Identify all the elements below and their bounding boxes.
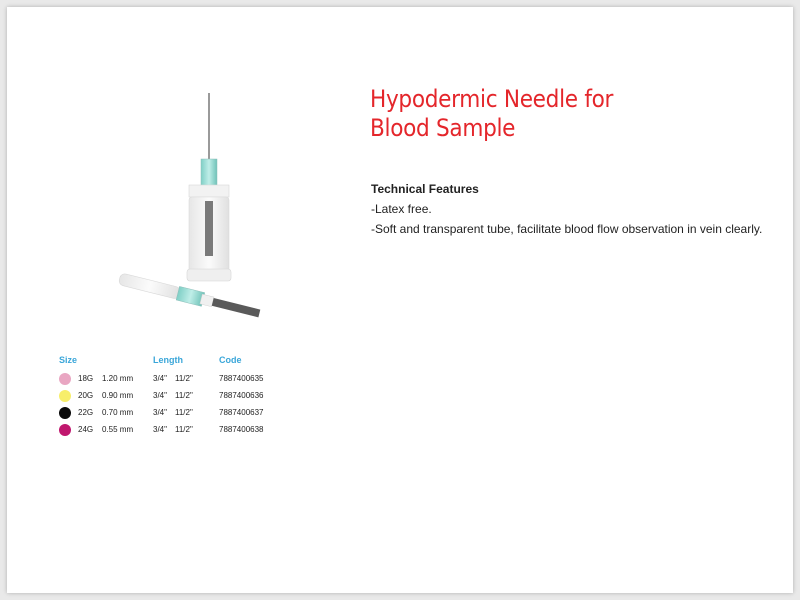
- product-title-line-1: Hypodermic Needle for: [370, 85, 614, 113]
- code-cell: 7887400635: [219, 374, 264, 383]
- length-column-header: Length: [153, 355, 183, 365]
- feature-item: -Soft and transparent tube, facilitate blood flow observation in vein clearly.: [371, 222, 763, 236]
- feature-item: -Latex free.: [371, 202, 432, 216]
- color-dot-icon: [59, 407, 71, 419]
- table-row: [59, 372, 299, 389]
- length-a-cell: 3/4": [153, 374, 167, 383]
- gauge-cell: 20G: [78, 391, 94, 400]
- length-a-cell: 3/4": [153, 408, 167, 417]
- length-b-cell: 11/2": [175, 408, 193, 417]
- technical-features: [371, 179, 762, 239]
- length-a-cell: 3/4": [153, 391, 167, 400]
- code-cell: 7887400636: [219, 391, 264, 400]
- table-row: [59, 406, 299, 423]
- product-title-line-2: Blood Sample: [370, 114, 516, 142]
- length-a-cell: 3/4": [153, 425, 167, 434]
- table-row: [59, 389, 299, 406]
- diameter-cell: 0.90 mm: [102, 391, 134, 400]
- code-cell: 7887400638: [219, 425, 264, 434]
- diameter-cell: 0.55 mm: [102, 425, 134, 434]
- needle-product-image: [97, 89, 297, 329]
- product-title: [370, 85, 613, 143]
- gauge-cell: 22G: [78, 408, 94, 417]
- diameter-cell: 1.20 mm: [102, 374, 134, 383]
- color-dot-icon: [59, 424, 71, 436]
- code-cell: 7887400637: [219, 408, 264, 417]
- gauge-cell: 24G: [78, 425, 94, 434]
- page: [7, 7, 793, 593]
- gauge-cell: 18G: [78, 374, 94, 383]
- length-b-cell: 11/2": [175, 374, 193, 383]
- length-b-cell: 11/2": [175, 391, 193, 400]
- color-dot-icon: [59, 390, 71, 402]
- diameter-cell: 0.70 mm: [102, 408, 134, 417]
- features-heading: Technical Features: [371, 182, 479, 196]
- length-b-cell: 11/2": [175, 425, 193, 434]
- color-dot-icon: [59, 373, 71, 385]
- code-column-header: Code: [219, 355, 242, 365]
- table-row: [59, 423, 299, 440]
- size-column-header: Size: [59, 355, 78, 365]
